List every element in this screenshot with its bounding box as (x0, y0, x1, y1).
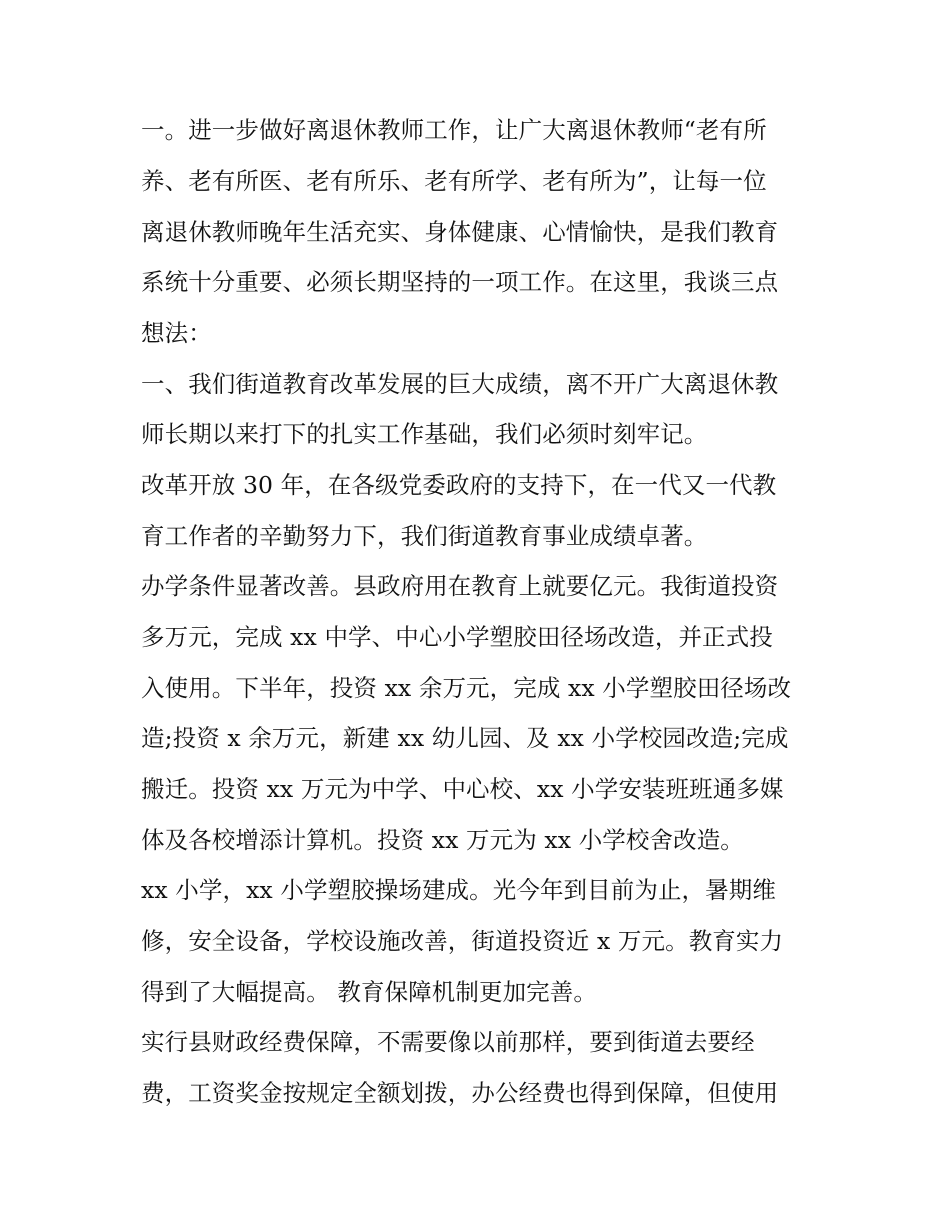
text-line: 育工作者的辛勤努力下，我们街道教育事业成绩卓著。 (141, 522, 708, 550)
text-line: 办学条件显著改善。县政府用在教育上就要亿元。我街道投资 (141, 572, 779, 600)
text-line: 一、我们街道教育改革发展的巨大成绩，离不开广大离退休教 (141, 370, 779, 398)
text-line: 体及各校增添计算机。投资 xx 万元为 xx 小学校舍改造。 (141, 826, 744, 854)
text-line: 修，安全设备，学校设施改善，街道投资近 x 万元。教育实力 (141, 927, 784, 955)
text-line: 系统十分重要、必须长期坚持的一项工作。在这里，我谈三点 (141, 268, 779, 296)
text-line: xx 小学，xx 小学塑胶操场建成。光今年到目前为止，暑期维 (141, 876, 776, 904)
text-line: 多万元，完成 xx 中学、中心小学塑胶田径场改造，并正式投 (141, 623, 773, 651)
text-line: 造;投资 x 余万元，新建 xx 幼儿园、及 xx 小学校园改造;完成 (141, 724, 789, 752)
text-line: 得到了大幅提高。 教育保障机制更加完善。 (141, 978, 597, 1006)
text-line: 养、老有所医、老有所乐、老有所学、老有所为”，让每一位 (141, 167, 767, 195)
text-line: 一。进一步做好离退休教师工作，让广大离退休教师“老有所 (141, 116, 767, 144)
text-line: 想法： (141, 319, 212, 347)
text-line: 离退休教师晚年生活充实、身体健康、心情愉快，是我们教育 (141, 218, 779, 246)
text-line: 费，工资奖金按规定全额划拨，办公经费也得到保障，但使用 (141, 1079, 779, 1107)
text-line: 实行县财政经费保障，不需要像以前那样，要到街道去要经 (141, 1028, 755, 1056)
text-line: 搬迁。投资 xx 万元为中学、中心校、xx 小学安装班班通多媒 (141, 775, 784, 803)
text-line: 入使用。下半年，投资 xx 余万元，完成 xx 小学塑胶田径场改 (141, 674, 792, 702)
text-line: 师长期以来打下的扎实工作基础，我们必须时刻牢记。 (141, 420, 708, 448)
text-line: 改革开放 30 年，在各级党委政府的支持下，在一代又一代教 (141, 471, 777, 499)
